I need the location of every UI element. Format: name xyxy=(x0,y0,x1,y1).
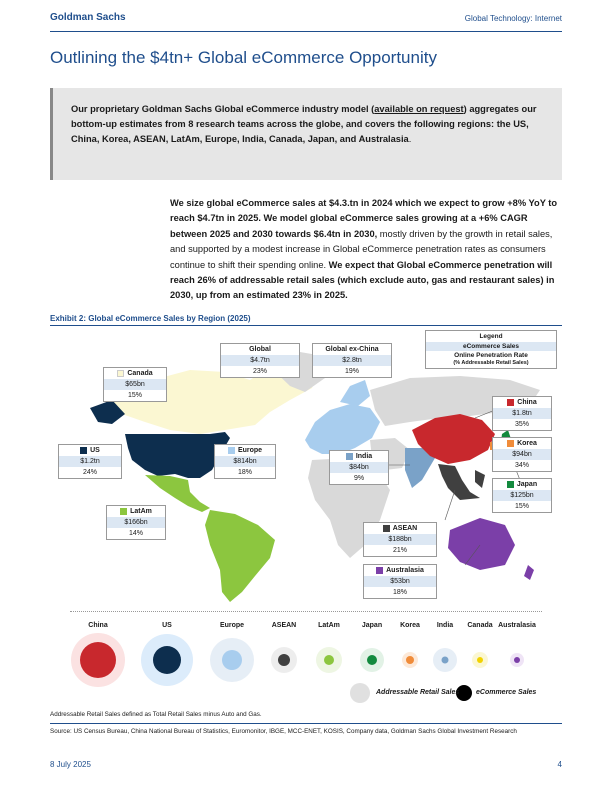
region-scandinavia xyxy=(340,380,370,406)
region-europe xyxy=(305,404,380,454)
page-number: 4 xyxy=(557,760,562,769)
card-rate: 34% xyxy=(514,462,529,469)
card-sales: $4.7tn xyxy=(221,355,299,366)
card-asean xyxy=(363,522,437,557)
swatch xyxy=(228,447,235,454)
bubble-label-canada: Canada xyxy=(467,622,493,629)
card-name: Global ex-China xyxy=(325,346,379,353)
exhibit-rule xyxy=(50,325,562,326)
bubble-label-latam: LatAm xyxy=(318,622,340,629)
map-legend xyxy=(425,330,557,369)
card-rate: 15% xyxy=(127,392,142,399)
card-rate: 21% xyxy=(392,547,407,554)
region-latam xyxy=(205,510,275,602)
bubble-inner-canada xyxy=(477,657,483,663)
section-label: Global Technology: Internet xyxy=(464,14,562,23)
card-sales: $65bn xyxy=(104,379,166,390)
card-sales: $1.8tn xyxy=(493,408,551,419)
card-us xyxy=(58,444,122,479)
card-name: Europe xyxy=(237,447,263,454)
brand-name: Goldman Sachs xyxy=(50,12,126,23)
bubble-inner-japan xyxy=(367,655,377,665)
bubble-label-europe: Europe xyxy=(219,622,245,629)
swatch xyxy=(383,525,390,532)
card-korea xyxy=(492,437,552,472)
bubble-label-china: China xyxy=(88,622,108,629)
body-bold-2: We expect that Global eCommerce penetration will reach 26% of addressable retail sales (which exclude auto, gas and restaurant sales) in 2030, up from an estimated 23% in 2025. xyxy=(170,259,555,301)
bubble-inner-australasia xyxy=(514,657,520,663)
card-rate: 18% xyxy=(237,469,252,476)
swatch xyxy=(80,447,87,454)
key-outer-icon xyxy=(350,683,370,703)
swatch xyxy=(507,399,514,406)
card-name: US xyxy=(90,447,100,454)
footer-rule xyxy=(50,723,562,724)
bubble-label-us: US xyxy=(162,622,172,629)
body-paragraph xyxy=(170,196,562,304)
card-china xyxy=(492,396,552,431)
card-sales: $166bn xyxy=(107,517,165,528)
card-rate: 15% xyxy=(514,503,529,510)
card-sales: $1.2tn xyxy=(59,456,121,467)
card-name: India xyxy=(355,453,373,460)
card-rate: 18% xyxy=(392,589,407,596)
card-latam xyxy=(106,505,166,540)
card-japan xyxy=(492,478,552,513)
bubble-inner-china xyxy=(80,642,116,678)
card-name: Global xyxy=(249,346,271,353)
body-normal: mostly driven by the growth in retail sales, and supported by a modest increase in Global eCommerce penetration rates as consumers continue to shift their spending online. xyxy=(170,228,553,270)
card-name: Australasia xyxy=(386,567,424,574)
key-ecommerce: eCommerce Sales xyxy=(476,689,537,696)
card-name: Canada xyxy=(127,370,153,377)
bubble-label-india: India xyxy=(436,622,454,629)
bubble-inner-latam xyxy=(324,655,334,665)
swatch xyxy=(346,453,353,460)
card-sales: $814bn xyxy=(215,456,275,467)
report-date: 8 July 2025 xyxy=(50,760,91,769)
key-addressable: Addressable Retail Sales xyxy=(376,689,460,696)
card-rate: 19% xyxy=(344,368,359,375)
region-new-zealand xyxy=(524,565,534,580)
source-note: Source: US Census Bureau, China National Bureau of Statistics, Euromonitor, IBGE, MCC-ENET, KOSIS, Company data, Goldman Sachs Global Investment Research xyxy=(50,728,517,735)
card-global-ex-china xyxy=(312,343,392,378)
bubble-inner-europe xyxy=(222,650,242,670)
bubble-inner-asean xyxy=(278,654,290,666)
legend-line1: eCommerce Sales xyxy=(426,342,556,351)
card-sales: $94bn xyxy=(493,449,551,460)
body-bold-1: We size global eCommerce sales at $4.3.tn in 2024 which we expect to grow +8% YoY to reach $4.7tn in 2025. We model global eCommerce sales growing at a +6% CAGR between 2025 and 2030 towards $6.4tn in 2030, xyxy=(170,198,558,239)
card-name: China xyxy=(517,399,537,406)
swatch xyxy=(507,481,514,488)
region-australasia xyxy=(448,518,515,570)
card-europe xyxy=(214,444,276,479)
card-sales: $2.8tn xyxy=(313,355,391,366)
intro-text: Our proprietary Goldman Sachs Global eCommerce industry model ( xyxy=(71,104,375,114)
region-asean xyxy=(438,464,480,500)
swatch xyxy=(117,370,124,377)
swatch xyxy=(120,508,127,515)
card-australasia xyxy=(363,564,437,599)
footnote: Addressable Retail Sales defined as Total Retail Sales minus Auto and Gas. xyxy=(50,711,262,718)
card-sales: $188bn xyxy=(364,534,436,545)
swatch xyxy=(376,567,383,574)
bubble-inner-india xyxy=(442,657,449,664)
bubble-label-australasia: Australasia xyxy=(498,622,536,629)
bubble-inner-korea xyxy=(406,656,414,664)
card-rate: 14% xyxy=(128,530,143,537)
card-sales: $84bn xyxy=(330,462,388,473)
intro-box xyxy=(50,88,562,180)
card-name: Korea xyxy=(517,440,537,447)
card-india xyxy=(329,450,389,485)
card-rate: 24% xyxy=(82,469,97,476)
page-title: Outlining the $4tn+ Global eCommerce Opportunity xyxy=(50,48,437,67)
exhibit-title: Exhibit 2: Global eCommerce Sales by Region (2025) xyxy=(50,314,251,323)
bubble-label-asean: ASEAN xyxy=(271,622,297,629)
card-sales: $125bn xyxy=(493,490,551,501)
card-name: Japan xyxy=(516,481,538,488)
request-link[interactable]: available on request xyxy=(374,104,464,114)
swatch xyxy=(507,440,514,447)
divider xyxy=(70,611,542,612)
legend-line3: (% Addressable Retail Sales) xyxy=(453,360,529,366)
card-rate: 9% xyxy=(353,475,365,482)
card-canada xyxy=(103,367,167,402)
intro-text-2: ) aggregates our bottom-up estimates from 8 research teams across the globe, and covers the following regions: the US, China, Korea, ASEAN, LatAm, Europe, India, Canada, Japan, and Australasia xyxy=(71,104,537,144)
intro-period: . xyxy=(408,134,412,144)
header-rule xyxy=(50,31,562,32)
bubble-inner-us xyxy=(153,646,181,674)
card-global xyxy=(220,343,300,378)
card-rate: 23% xyxy=(252,368,267,375)
card-rate: 35% xyxy=(514,421,529,428)
card-name: LatAm xyxy=(130,508,152,515)
legend-title: Legend xyxy=(479,333,503,340)
card-name: ASEAN xyxy=(392,525,418,532)
region-asean-2 xyxy=(475,470,485,488)
bubble-label-korea: Korea xyxy=(400,622,420,629)
card-sales: $53bn xyxy=(364,576,436,587)
bubble-label-japan: Japan xyxy=(361,622,383,629)
legend-line2: Online Penetration Rate xyxy=(454,352,528,359)
